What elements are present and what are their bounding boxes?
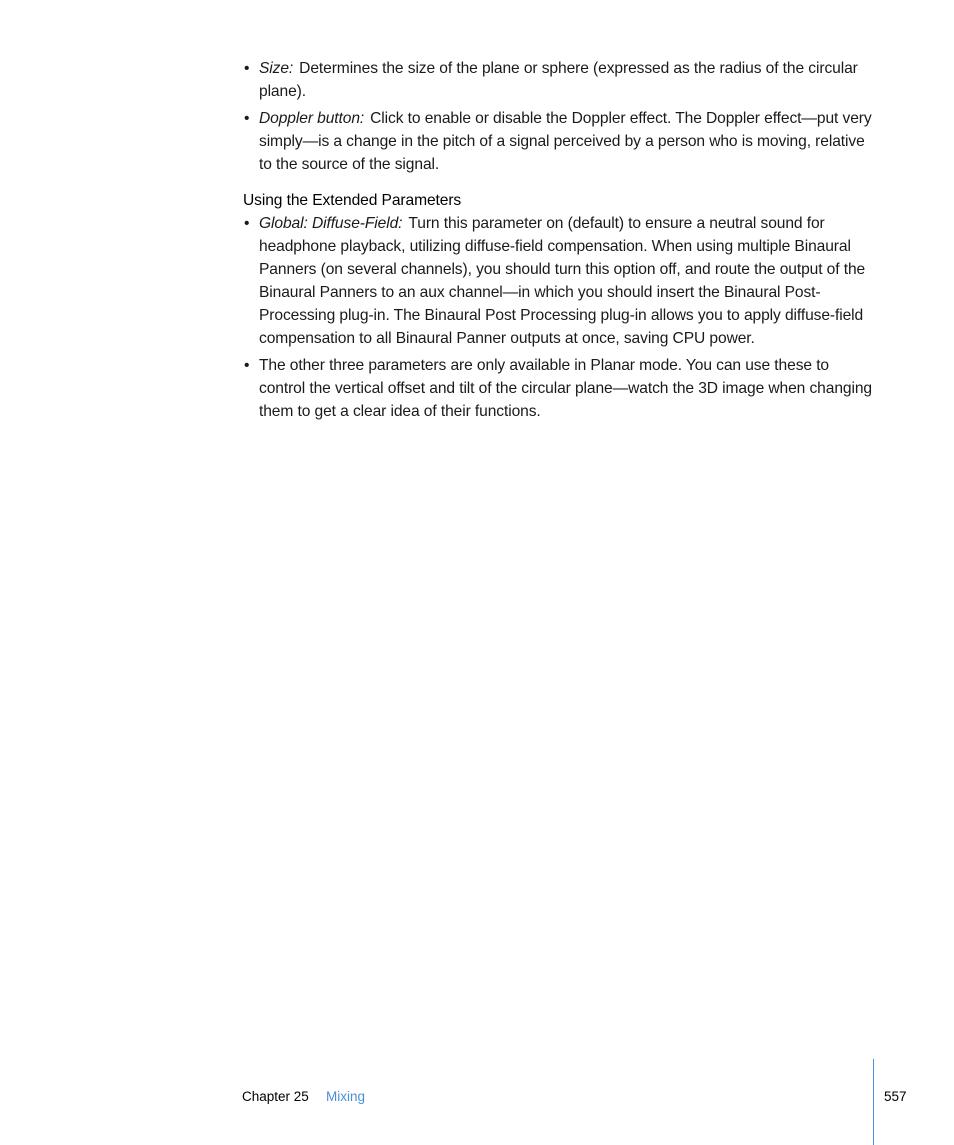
item-text: Turn this parameter on (default) to ensure a neutral sound for headphone playback, utilizing diffuse-field compensation. When using multiple Binaural Panners (on several channels), you should turn this option off, and route the output of the Binaural Panners to an aux channel—in which you should insert the Binaural Post-Processing plug-in. The Binaural Post Processing plug-in allows you to apply diffuse-field compensation to all Binaural Panner outputs at once, saving CPU power. (259, 215, 866, 347)
parameter-list-basic (243, 57, 873, 176)
bullet-marker: • (244, 215, 250, 232)
item-text: Click to enable or disable the Doppler effect. The Doppler effect—put very simply—is a change in the pitch of a signal perceived by a person who is moving, relative to the source of the signal. (259, 110, 872, 173)
term-label: Global: Diffuse-Field: (259, 215, 403, 232)
list-item (243, 57, 873, 103)
term-label: Doppler button: (259, 110, 365, 127)
section-heading: Using the Extended Parameters (243, 192, 462, 209)
bullet-marker: • (244, 60, 250, 77)
footer-section-link[interactable]: Mixing (326, 1089, 366, 1104)
term-label: Size: (259, 60, 294, 77)
footer-divider (873, 1059, 874, 1145)
item-text: Determines the size of the plane or sphere (expressed as the radius of the circular plane). (259, 60, 858, 100)
list-item (243, 354, 873, 423)
list-item (243, 107, 873, 176)
parameter-list-extended (243, 212, 873, 423)
footer-chapter-label: Chapter 25 (242, 1089, 309, 1104)
page-number: 557 (884, 1089, 907, 1104)
list-item (243, 212, 873, 350)
item-text: The other three parameters are only available in Planar mode. You can use these to control the vertical offset and tilt of the circular plane—watch the 3D image when changing them to get a clear idea of their functions. (259, 357, 872, 420)
bullet-marker: • (244, 357, 250, 374)
body-content (243, 57, 873, 427)
bullet-marker: • (244, 110, 250, 127)
